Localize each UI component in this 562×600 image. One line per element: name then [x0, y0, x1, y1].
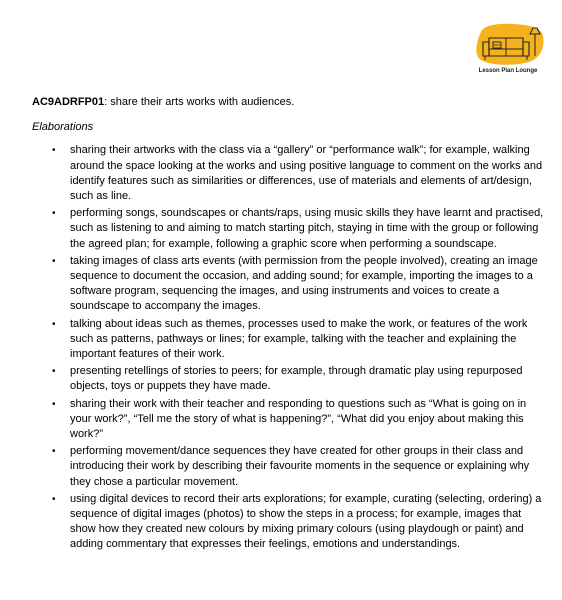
bullet-icon: •: [52, 145, 56, 157]
list-item-text: talking about ideas such as themes, processes used to make the work, or features of the work such as patterns, pathways or lines; for example, talking with the teacher and explaining the important features of their work.: [70, 317, 528, 361]
bullet-icon: •: [52, 446, 56, 458]
document-body: [32, 95, 544, 555]
list-item: [32, 143, 544, 204]
list-item: [32, 364, 544, 394]
sofa-icon: [469, 22, 547, 68]
list-item: [32, 317, 544, 363]
list-item-text: performing movement/dance sequences they have created for other groups in their class and introducing their work by describing their favourite moments in the sequence or explaining why they chose a particular movement.: [70, 445, 530, 488]
logo-caption: Lesson Plan Lounge: [478, 68, 538, 74]
list-item: [32, 206, 544, 252]
list-item-text: sharing their artworks with the class via a “gallery” or “performance walk”; for example, walking around the space looking at the works and using positive language to comment on the works and identify features such as similarities or differences, use of materials and elements of art/design, such as line.: [70, 144, 543, 203]
list-item-text: taking images of class arts events (with permission from the people involved), creating an image sequence to document the occasion, and adding sound; for example, importing the images to a software program, sequencing the images, and using instruments and voices to create a soundscape to accompany the images.: [70, 254, 538, 313]
list-item-text: presenting retellings of stories to peers; for example, through dramatic play using repurposed objects, toys or puppets they have made.: [70, 365, 523, 393]
bullet-icon: •: [52, 366, 56, 378]
elaborations-heading: Elaborations: [32, 121, 94, 134]
list-item: [32, 444, 544, 490]
bullet-icon: •: [52, 398, 56, 410]
bullet-icon: •: [52, 208, 56, 220]
standard-code: AC9ADRFP01: [32, 96, 105, 108]
bullet-icon: •: [52, 318, 56, 330]
list-item: [32, 254, 544, 315]
list-item: [32, 492, 544, 553]
list-item-text: performing songs, soundscapes or chants/raps, using music skills they have learnt and practised, such as listening to and aiming to match starting pitch, staying in time with the group or following the agreed plan; for example, following a graphic score when performing a soundscape.: [70, 207, 544, 250]
content-description: [32, 95, 544, 110]
bullet-icon: •: [52, 255, 56, 267]
lesson-plan-lounge-logo: [469, 22, 547, 82]
list-item-text: sharing their work with their teacher and responding to questions such as “What is going on in your work?”, “Tell me the story of what is happening?”, “What did you enjoy about making this work?”: [70, 397, 527, 441]
list-item-text: using digital devices to record their arts explorations; for example, curating (selecting, ordering) a sequence of digital images (photos) to show the steps in a process; for example, images that show how they created new colours by mixing primary colours (using playdough or paint) and adding commentary that expresses their feelings, emotions and understandings.: [70, 492, 542, 551]
bullet-icon: •: [52, 493, 56, 505]
list-item: [32, 397, 544, 443]
elaborations-list: [32, 143, 544, 552]
standard-text: : share their arts works with audiences.: [104, 96, 295, 108]
